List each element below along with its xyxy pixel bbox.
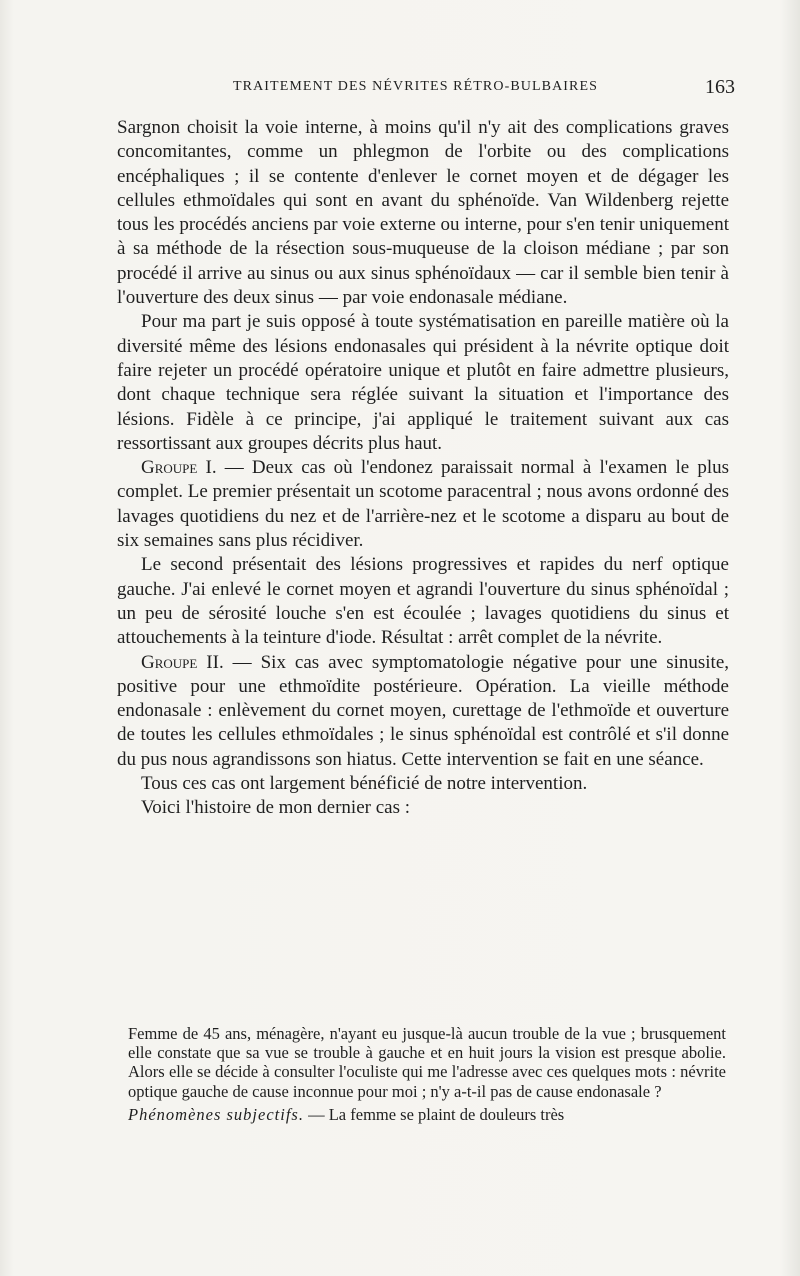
paragraph: Voici l'histoire de mon dernier cas : [141,797,411,819]
paragraph-groupe-2 [117,651,729,772]
case-paragraph-body: — La femme se plaint de douleurs très [303,1104,565,1124]
paragraph-groupe-1 [117,456,729,553]
paragraph-body: — Six cas avec symptomatologie négative pour une sinusite, positive pour une ethmoïdite postérieure. Opération. La vieille méthode endonasale : enlèvement du cornet moyen, curettage de l'ethmoïde et ouverture de toutes les cellules ethmoïdales ; le sinus sphénoïdal est contrôlé et s'il donne du pus nous agrandissons son hiatus. Cette intervention se fait en une séance. [117,651,730,770]
subheading: Phénomènes subjectifs. [128,1104,304,1124]
running-head [117,76,737,100]
paragraph-body: — Deux cas où l'endonez paraissait normal à l'examen le plus complet. Le premier présentait un scotome paracentral ; nous avons ordonné des lavages quotidiens du nez et de l'arrière-nez et le scotome a disparu au bout de six semaines sans plus récidiver. [117,457,729,552]
case-paragraph: Femme de 45 ans, ménagère, n'ayant eu jusque-là aucun trouble de la vue ; brusquement elle constate que sa vue se trouble à gauche et en huit jours la vision est presque abolie. Alors elle se décide à consulter l'oculiste qui me l'adresse avec ces quelques mots : névrite optique gauche de cause inconnue pour moi ; n'y a-t-il pas de cause endonasale ? [128,1024,726,1101]
group-label: Groupe II. [141,651,224,673]
paragraph: Tous ces cas ont largement bénéficié de notre intervention. [141,773,588,795]
paragraph: Pour ma part je suis opposé à toute systématisation en pareille matière où la diversité même des lésions endonasales qui président à la névrite optique doit faire rejeter un procédé opératoire unique et plutôt en faire admettre plusieurs, dont chaque technique sera réglée suivant la situation et l'importance des lésions. Fidèle à ce principe, j'ai appliqué le traitement suivant aux cas ressortissant aux groupes décrits plus haut. [117,311,729,454]
case-paragraph-subjective [128,1105,726,1124]
case-report [128,1024,726,1124]
group-label: Groupe I. [141,457,217,479]
paragraph: Le second présentait des lésions progressives et rapides du nerf optique gauche. J'ai enlevé le cornet moyen et agrandi l'ouverture du sinus sphénoïdal ; un peu de sérosité louche s'en est écoulée ; lavages quotidiens du sinus et attouchements à la teinture d'iode. Résultat : arrêt complet de la névrite. [117,554,729,649]
page-number: 163 [705,76,735,98]
chapter-title: TRAITEMENT DES NÉVRITES RÉTRO-BULBAIRES [233,79,599,94]
main-text [117,116,729,821]
paragraph: Sargnon choisit la voie interne, à moins qu'il n'y ait des complications graves concomitantes, comme un phlegmon de l'orbite ou des complications encéphaliques ; il se contente d'enlever le cornet moyen et de dégager les cellules ethmoïdales qui sont en avant du sphénoïde. Van Wildenberg rejette tous les procédés anciens par voie externe ou interne, pour s'en tenir uniquement à sa méthode de la résection sous-muqueuse de la cloison médiane ; par son procédé il arrive au sinus ou aux sinus sphénoïdaux — car il semble bien tenir à l'ouverture des deux sinus — par voie endonasale médiane. [117,117,729,309]
